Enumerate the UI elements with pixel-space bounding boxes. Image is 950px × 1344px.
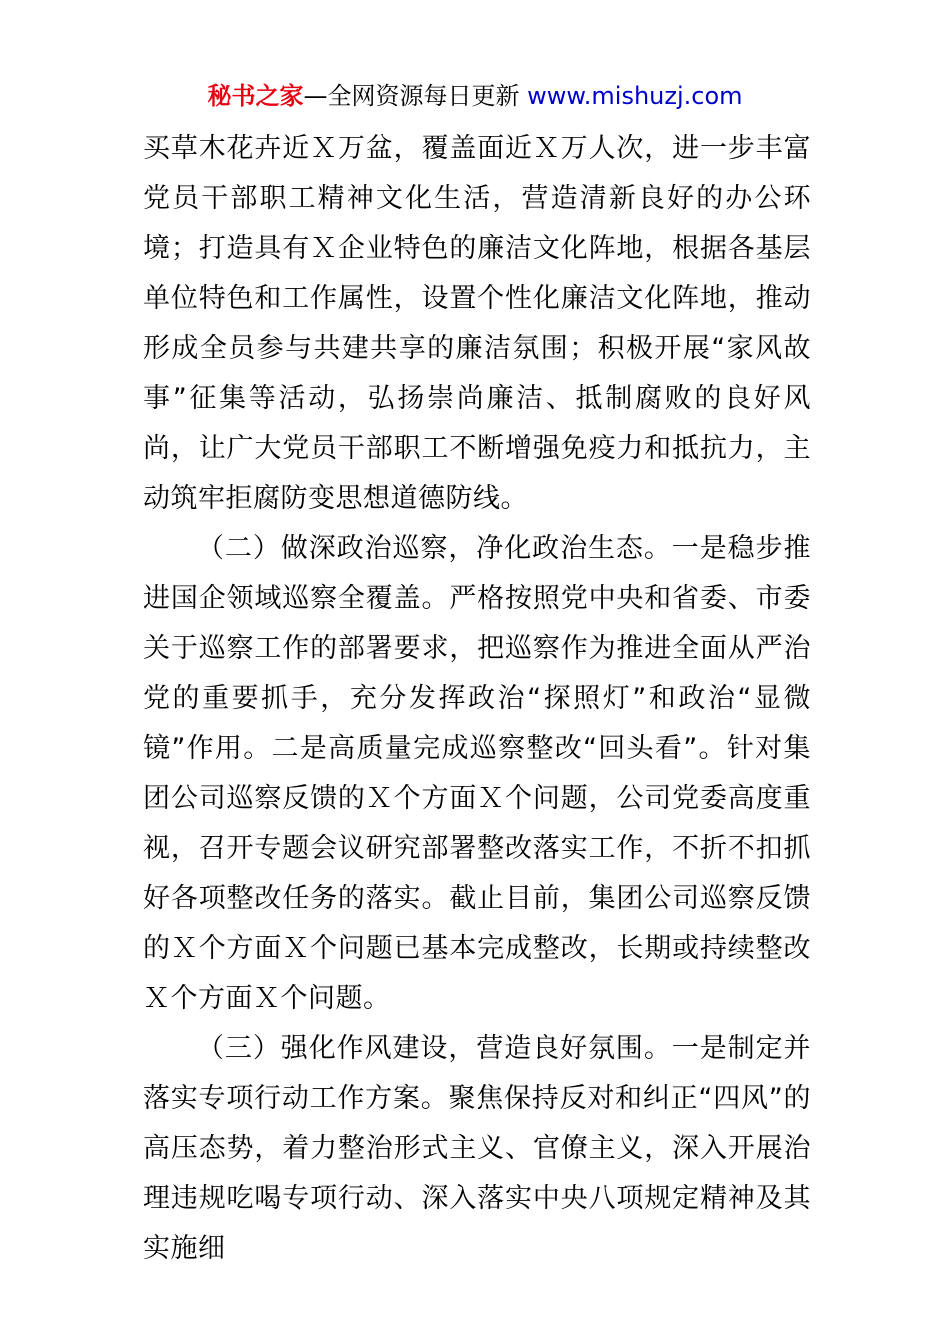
- header-tagline: —全网资源每日更新: [303, 82, 528, 110]
- brand-name: 秘书之家: [207, 82, 304, 110]
- website-link[interactable]: www.mishuzj.com: [527, 82, 743, 110]
- paragraph-3: （三）强化作风建设，营造良好氛围。一是制定并落实专项行动工作方案。聚焦保持反对和纠正“四风”的高压态势，着力整治形式主义、官僚主义，深入开展治理违规吃喝专项行动、深入落实中央八项规定精神及其实施细: [143, 1033, 811, 1264]
- paragraph-1: 买草木花卉近Ｘ万盆，覆盖面近Ｘ万人次，进一步丰富党员干部职工精神文化生活，营造清新良好的办公环境；打造具有Ｘ企业特色的廉洁文化阵地，根据各基层单位特色和工作属性，设置个性化廉洁文化阵地，推动形成全员参与共建共享的廉洁氛围；积极开展“家风故事”征集等活动，弘扬崇尚廉洁、抵制腐败的良好风尚，让广大党员干部职工不断增强免疫力和抵抗力，主动筑牢拒腐防变思想道德防线。: [143, 133, 811, 514]
- document-body: [143, 124, 811, 1274]
- page-header: [0, 78, 950, 114]
- paragraph-2: （二）做深政治巡察，净化政治生态。一是稳步推进国企领域巡察全覆盖。严格按照党中央和省委、市委关于巡察工作的部署要求，把巡察作为推进全面从严治党的重要抓手，充分发挥政治“探照灯”和政治“显微镜”作用。二是高质量完成巡察整改“回头看”。针对集团公司巡察反馈的Ｘ个方面Ｘ个问题，公司党委高度重视，召开专题会议研究部署整改落实工作，不折不扣抓好各项整改任务的落实。截止目前，集团公司巡察反馈的Ｘ个方面Ｘ个问题已基本完成整改，长期或持续整改Ｘ个方面Ｘ个问题。: [143, 533, 811, 1014]
